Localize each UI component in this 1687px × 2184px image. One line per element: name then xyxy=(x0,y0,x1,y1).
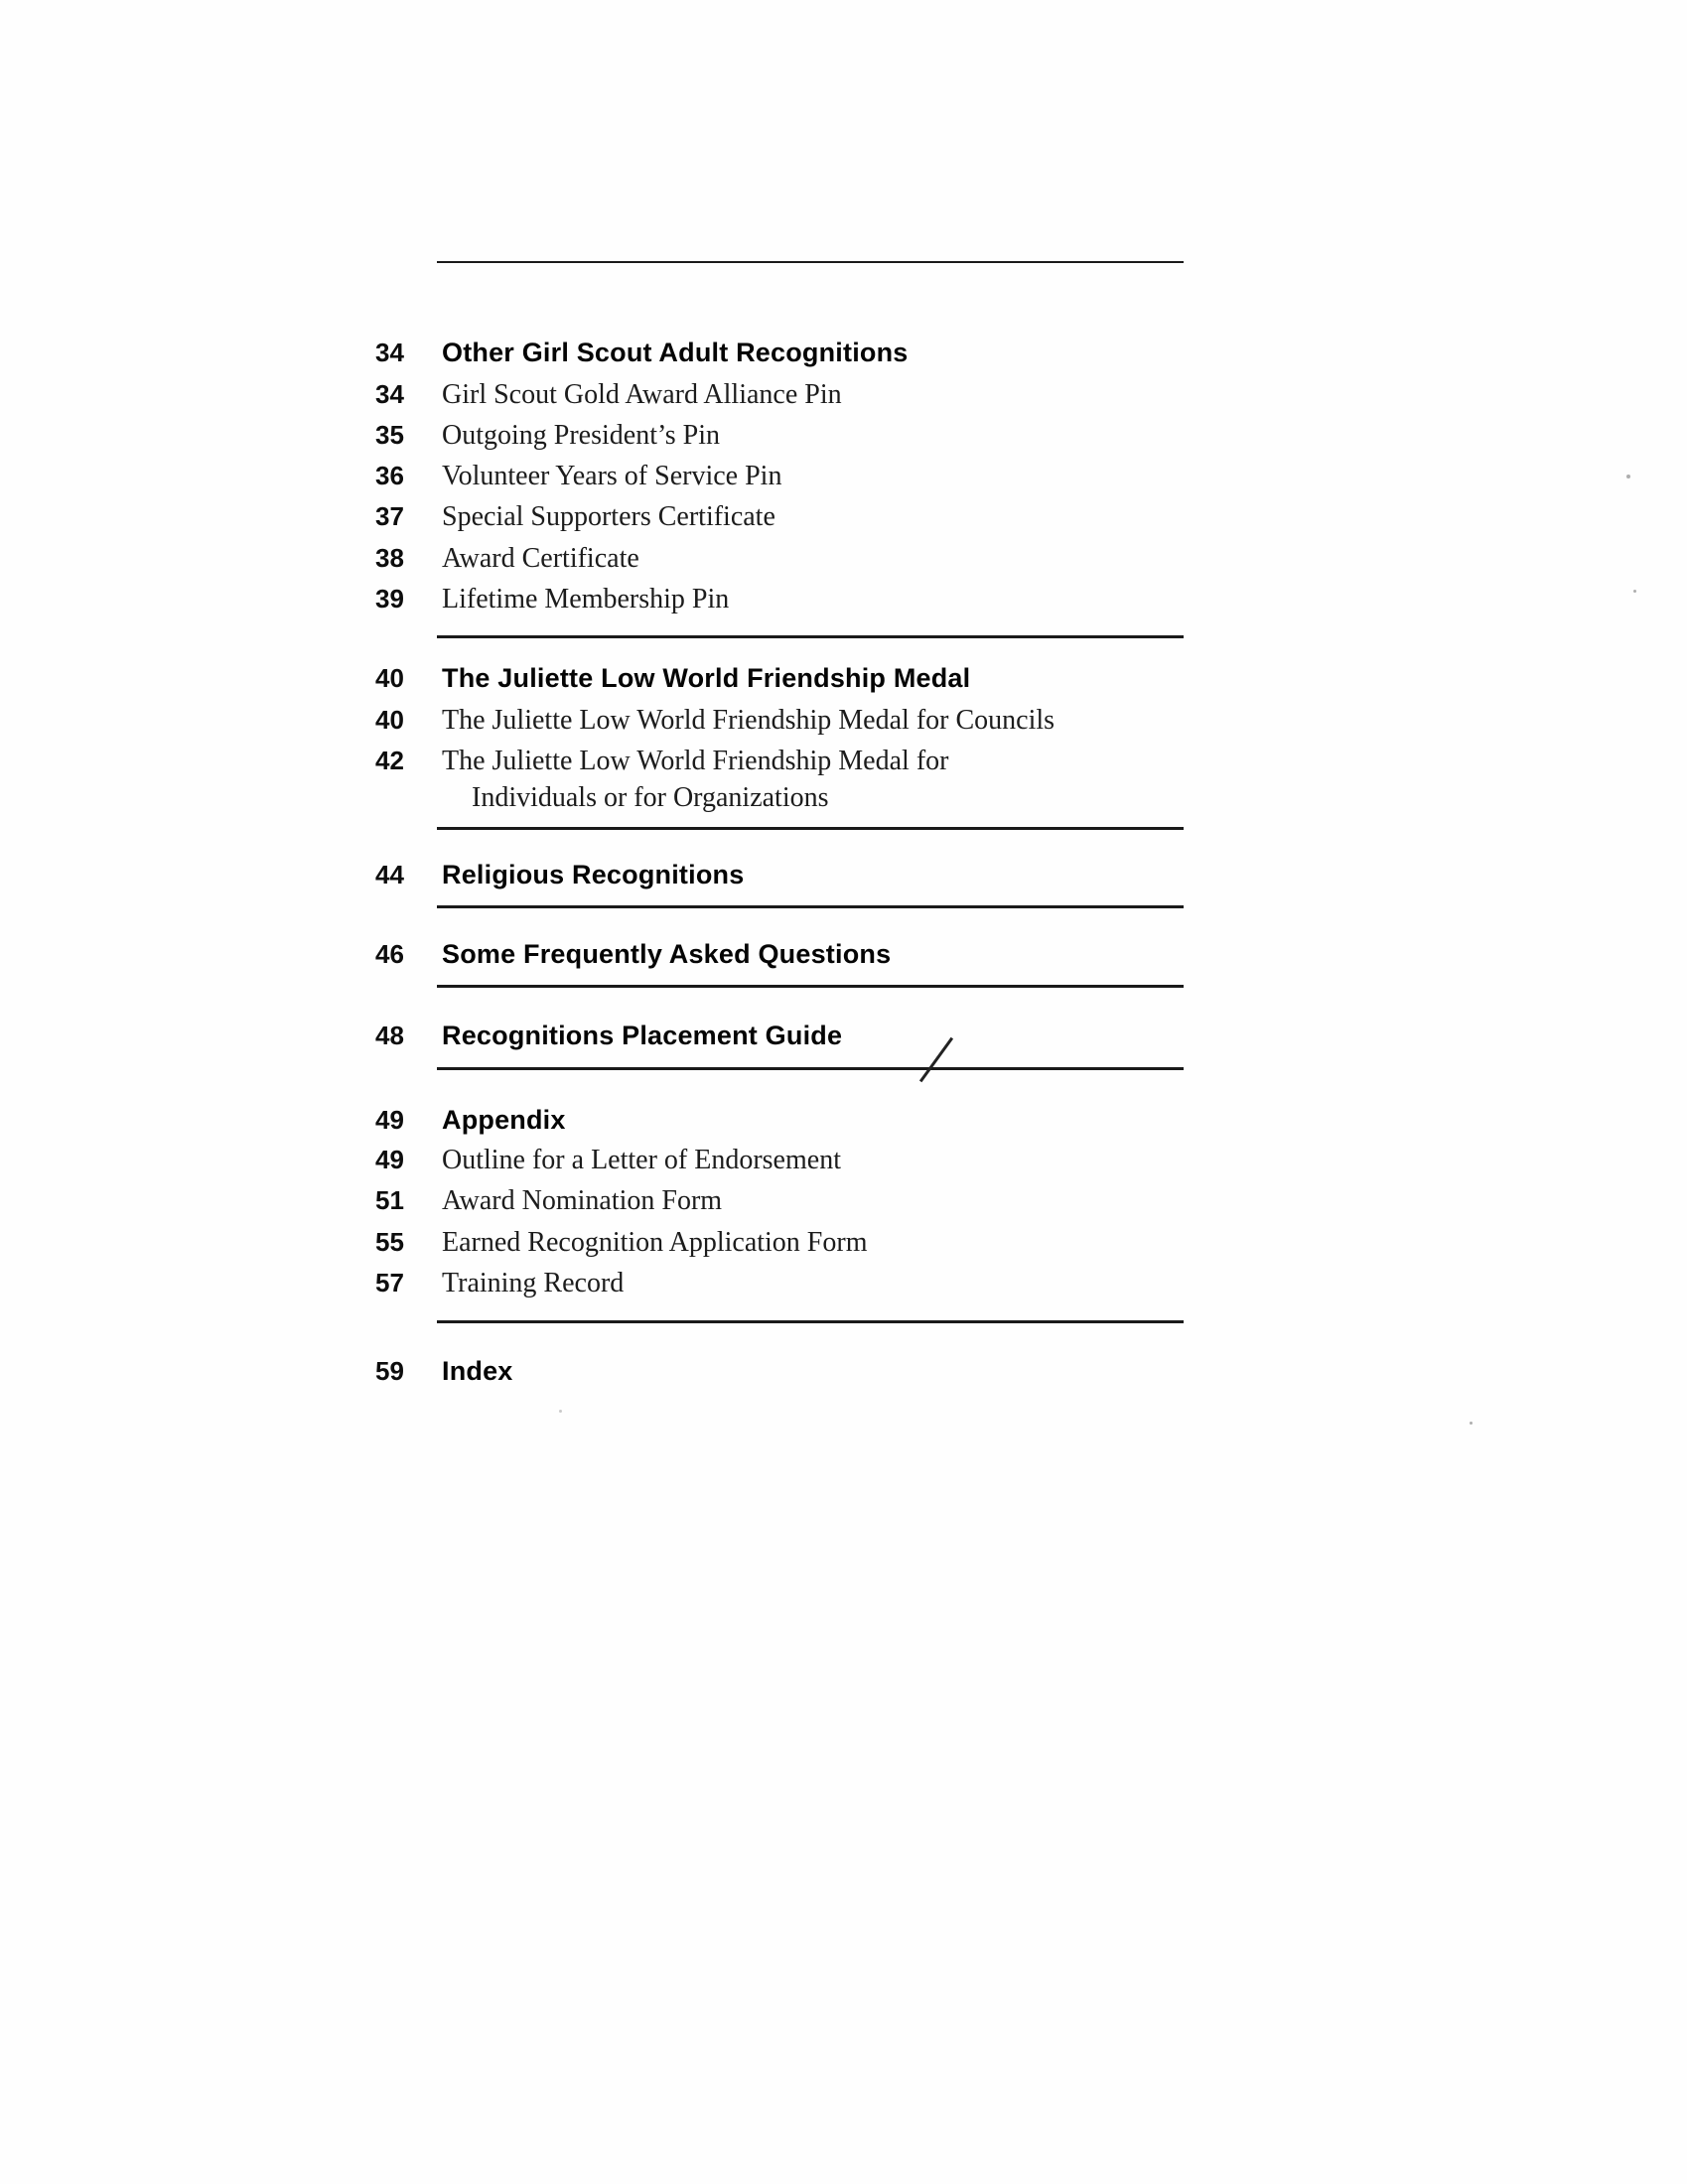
toc-entry xyxy=(375,1227,867,1259)
page-number: 38 xyxy=(375,543,404,573)
section-title: Some Frequently Asked Questions xyxy=(442,939,892,969)
section-title: Index xyxy=(442,1356,513,1386)
toc-entry xyxy=(375,461,781,492)
toc-entry xyxy=(375,1145,841,1176)
entry-title: Special Supporters Certificate xyxy=(442,501,775,532)
toc-entry xyxy=(375,584,729,615)
scan-speck xyxy=(1626,475,1630,478)
toc-entry xyxy=(375,379,842,411)
toc-section-heading xyxy=(375,939,891,970)
entry-title: Outline for a Letter of Endorsement xyxy=(442,1145,841,1175)
page-number: 55 xyxy=(375,1227,404,1257)
page-number: 34 xyxy=(375,379,404,409)
toc-entry xyxy=(375,420,720,452)
page-number: 49 xyxy=(375,1145,404,1174)
handwritten-slash-mark xyxy=(919,1037,953,1082)
toc-section-heading xyxy=(375,663,970,694)
toc-section-heading xyxy=(375,338,909,368)
entry-title-continuation: Individuals or for Organizations xyxy=(472,782,829,813)
entry-title: The Juliette Low World Friendship Medal for Councils xyxy=(442,705,1055,736)
top-horizontal-rule xyxy=(437,261,1184,263)
entry-title: Girl Scout Gold Award Alliance Pin xyxy=(442,379,842,410)
section-divider-rule xyxy=(437,827,1184,830)
section-divider-rule xyxy=(437,635,1184,638)
entry-title: Award Nomination Form xyxy=(442,1185,723,1216)
toc-entry xyxy=(375,543,639,575)
page-number: 36 xyxy=(375,461,404,490)
entry-title: Outgoing President’s Pin xyxy=(442,420,721,451)
section-divider-rule xyxy=(437,1067,1184,1070)
page-number: 51 xyxy=(375,1185,404,1215)
section-title: Other Girl Scout Adult Recognitions xyxy=(442,338,909,367)
toc-section-heading xyxy=(375,1105,566,1136)
scan-speck xyxy=(1633,590,1636,593)
page-number: 40 xyxy=(375,705,404,735)
toc-entry xyxy=(375,1185,722,1217)
toc-entry-continuation xyxy=(375,782,829,814)
scan-speck xyxy=(559,1410,562,1413)
page-number: 49 xyxy=(375,1105,404,1135)
entry-title: Award Certificate xyxy=(442,543,639,574)
section-divider-rule xyxy=(437,985,1184,988)
page-number: 42 xyxy=(375,746,404,775)
entry-title: Volunteer Years of Service Pin xyxy=(442,461,782,491)
section-title: Recognitions Placement Guide xyxy=(442,1021,843,1050)
toc-entry xyxy=(375,501,775,533)
page-number: 39 xyxy=(375,584,404,614)
page-number: 35 xyxy=(375,420,404,450)
entry-title: Lifetime Membership Pin xyxy=(442,584,730,614)
page-number: 48 xyxy=(375,1021,404,1050)
section-divider-rule xyxy=(437,905,1184,908)
toc-section-heading xyxy=(375,860,744,890)
section-title: Religious Recognitions xyxy=(442,860,745,889)
toc-entry xyxy=(375,705,1054,737)
toc-section-heading xyxy=(375,1021,842,1051)
entry-title: Earned Recognition Application Form xyxy=(442,1227,868,1258)
section-title: Appendix xyxy=(442,1105,566,1135)
page-number: 57 xyxy=(375,1268,404,1297)
page-number: 34 xyxy=(375,338,404,367)
section-title: The Juliette Low World Friendship Medal xyxy=(442,663,971,693)
page-number: 59 xyxy=(375,1356,404,1386)
scan-speck xyxy=(1470,1422,1473,1425)
toc-entry xyxy=(375,1268,624,1299)
entry-title: Training Record xyxy=(442,1268,625,1298)
page-number: 46 xyxy=(375,939,404,969)
toc-entry xyxy=(375,746,948,777)
page-number: 44 xyxy=(375,860,404,889)
page-number: 40 xyxy=(375,663,404,693)
entry-title: The Juliette Low World Friendship Medal for xyxy=(442,746,949,776)
toc-section-heading xyxy=(375,1356,513,1387)
section-divider-rule xyxy=(437,1320,1184,1323)
page-number: 37 xyxy=(375,501,404,531)
